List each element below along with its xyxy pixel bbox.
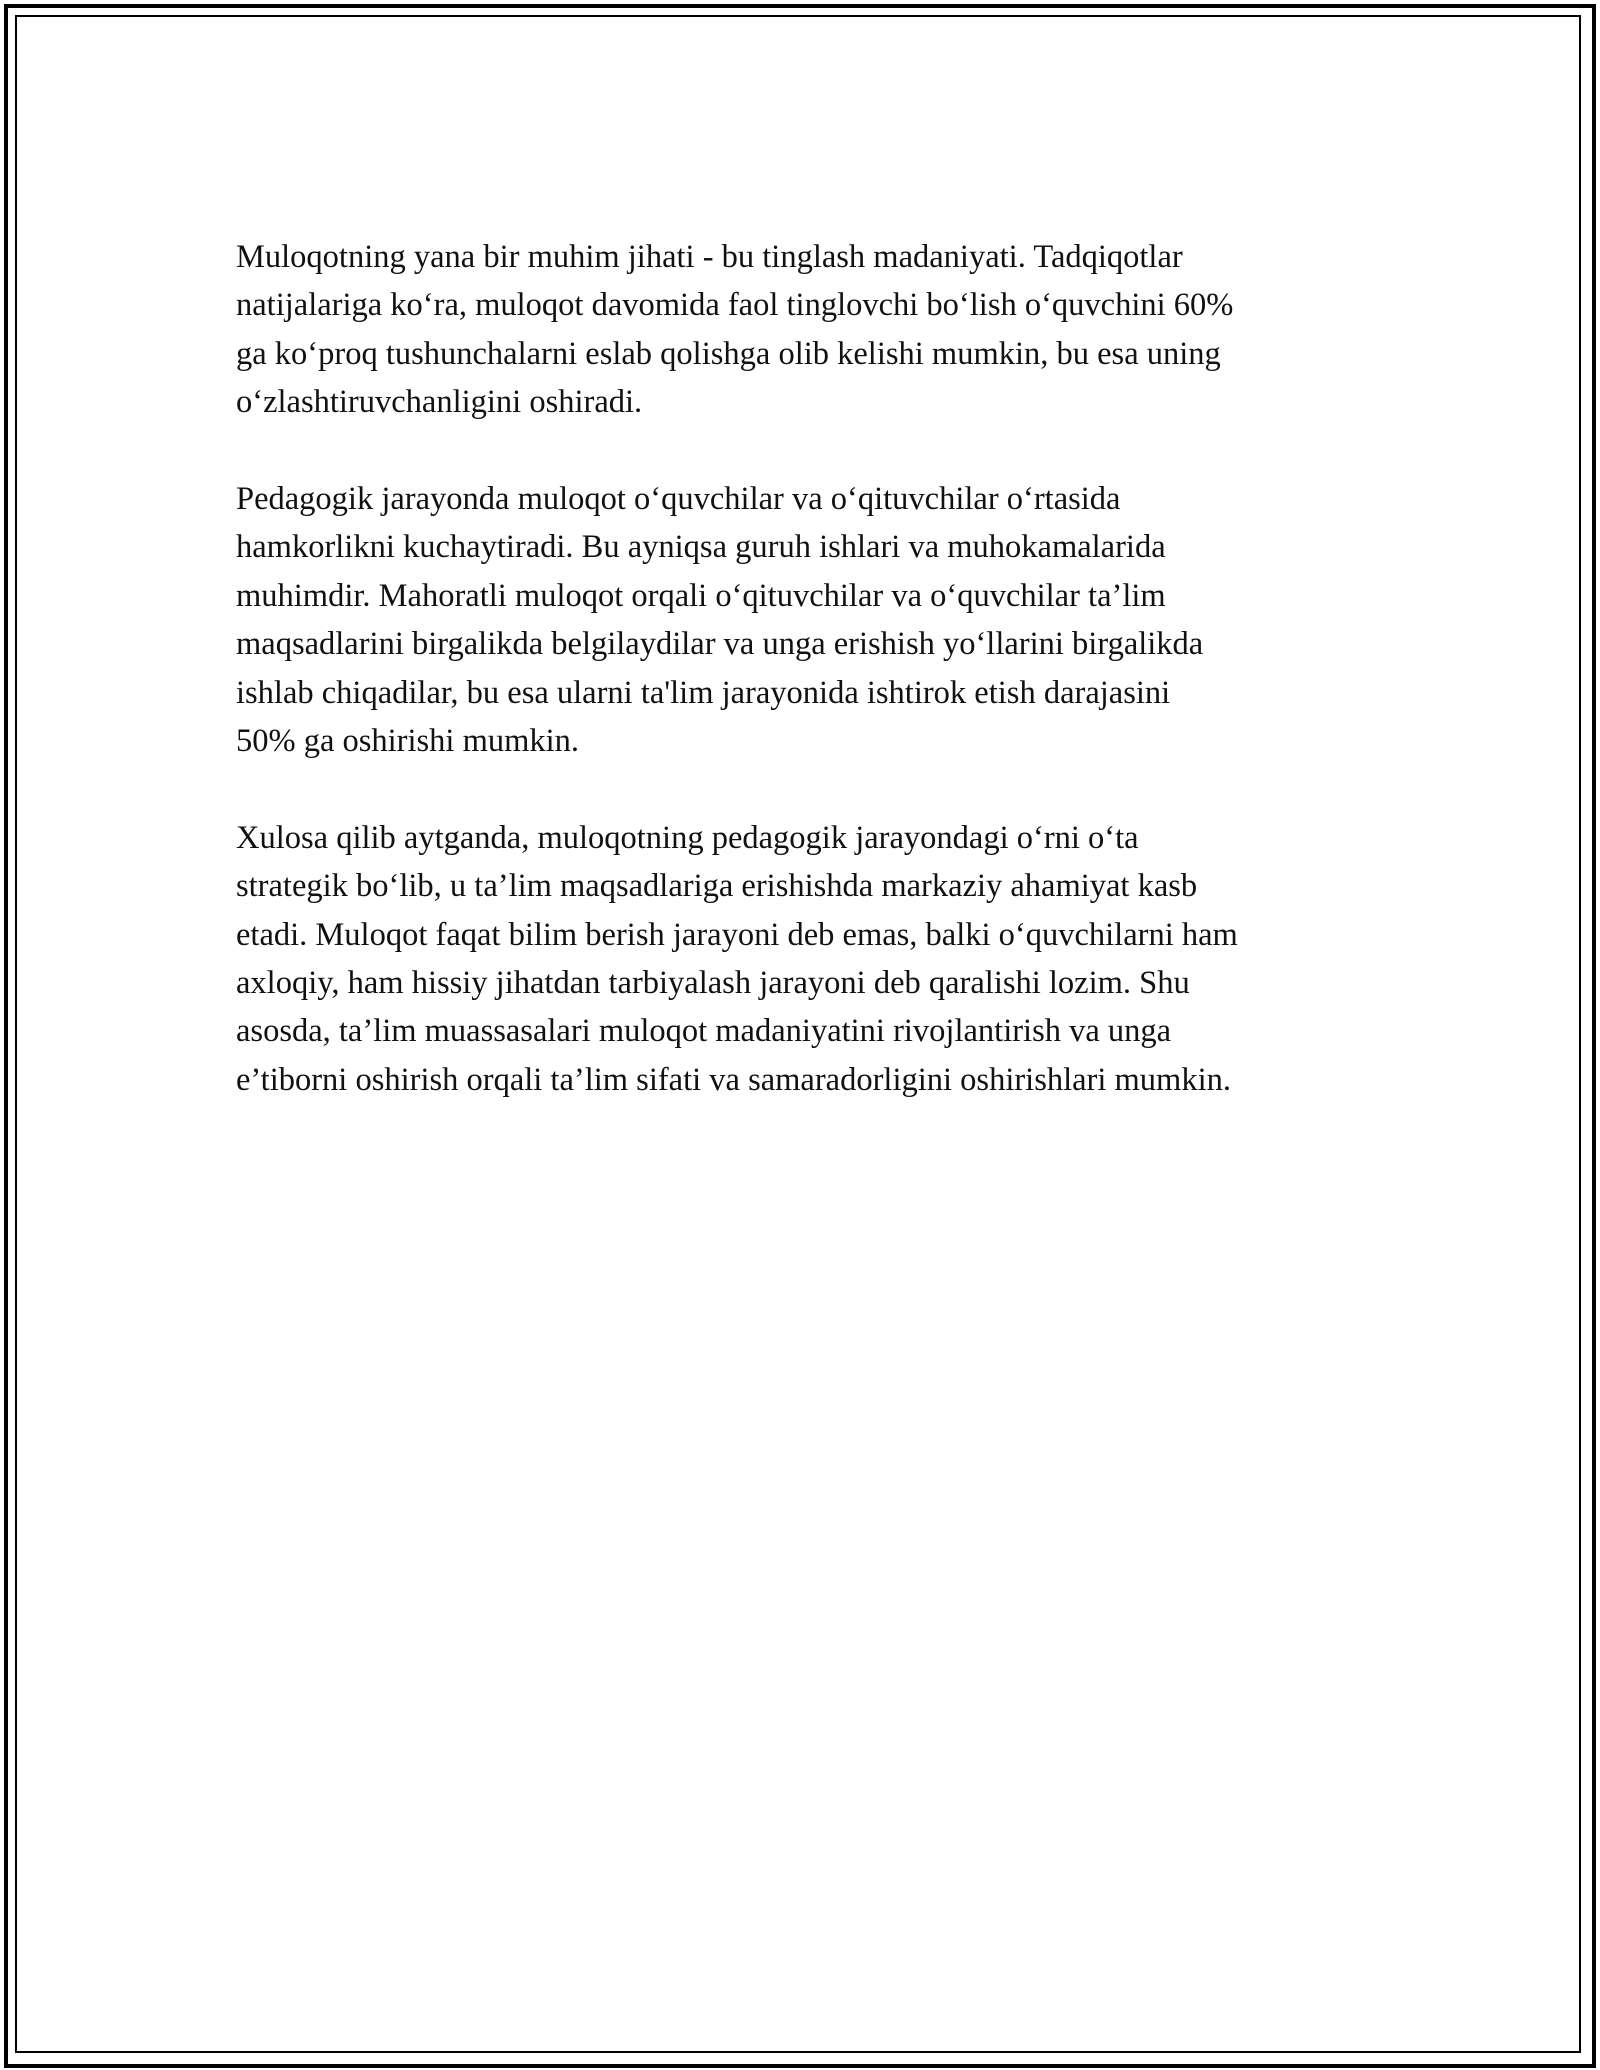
text-line: Muloqotning yana bir muhim jihati - bu tinglash madaniyati. Tadqiqotlar bbox=[236, 239, 1183, 275]
text-line: natijalariga ko‘ra, muloqot davomida faol tinglovchi bo‘lish o‘quvchini 60% bbox=[236, 287, 1234, 324]
text-line: Pedagogik jarayonda muloqot o‘quvchilar va o‘qituvchilar o‘rtasida bbox=[236, 481, 1121, 518]
text-line: Xulosa qilib aytganda, muloqotning pedagogik jarayondagi o‘rni o‘ta bbox=[236, 819, 1139, 856]
text-line: ga ko‘proq tushunchalarni eslab qolishga olib kelishi mumkin, bu esa uning bbox=[236, 335, 1221, 372]
paragraph-3 bbox=[236, 814, 1376, 1104]
text-line: muhimdir. Mahoratli muloqot orqali o‘qituvchilar va o‘quvchilar ta’lim bbox=[236, 577, 1166, 614]
text-line: asosda, ta’lim muassasalari muloqot madaniyatini rivojlantirish va unga bbox=[236, 1013, 1172, 1050]
paragraph-1 bbox=[236, 233, 1376, 427]
text-line: e’tiborni oshirish orqali ta’lim sifati va samaradorligini oshirishlari mumkin. bbox=[236, 1061, 1231, 1098]
text-line: strategik bo‘lib, u ta’lim maqsadlariga erishishda markaziy ahamiyat kasb bbox=[236, 868, 1198, 905]
text-line: axloqiy, ham hissiy jihatdan tarbiyalash jarayoni deb qaralishi lozim. Shu bbox=[236, 965, 1190, 1002]
text-line: hamkorlikni kuchaytiradi. Bu ayniqsa guruh ishlari va muhokamalarida bbox=[236, 529, 1166, 566]
text-line: 50% ga oshirishi mumkin. bbox=[236, 723, 580, 760]
paragraph-2 bbox=[236, 475, 1376, 765]
text-line: maqsadlarini birgalikda belgilaydilar va unga erishish yo‘llarini birgalikda bbox=[236, 626, 1204, 663]
text-line: ishlab chiqadilar, bu esa ularni ta'lim jarayonida ishtirok etish darajasini bbox=[236, 674, 1171, 711]
text-line: o‘zlashtiruvchanligini oshiradi. bbox=[236, 384, 643, 421]
text-line: etadi. Muloqot faqat bilim berish jarayoni deb emas, balki o‘quvchilarni ham bbox=[236, 916, 1238, 953]
document-body bbox=[236, 233, 1376, 1153]
